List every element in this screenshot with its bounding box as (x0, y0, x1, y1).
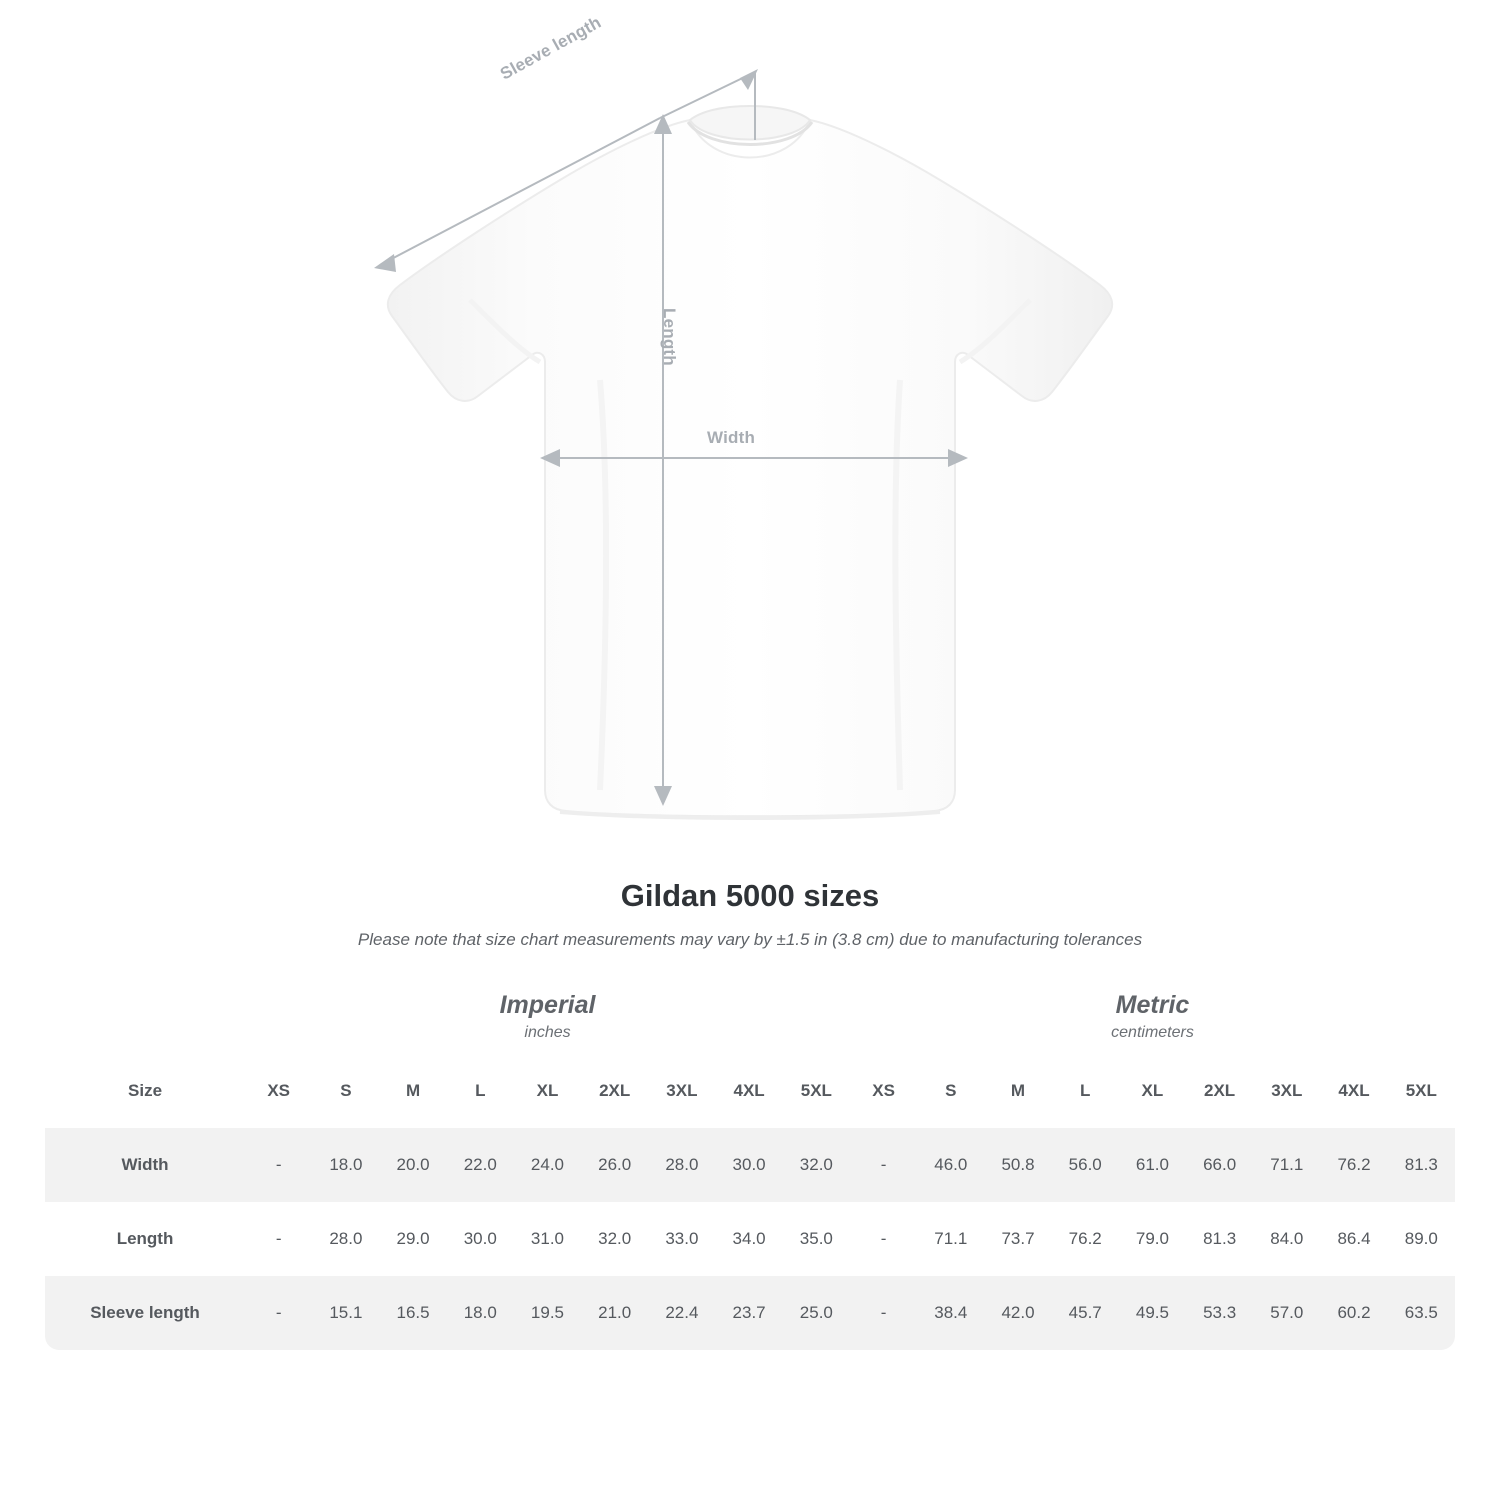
size-table (45, 980, 1455, 1350)
cell-width-imperial-xl: 24.0 (514, 1128, 581, 1202)
cell-width-metric-5xl: 81.3 (1388, 1128, 1455, 1202)
cell-sleeve-metric-m: 42.0 (984, 1276, 1051, 1350)
cell-length-imperial-xs: - (245, 1202, 312, 1276)
cell-width-metric-4xl: 76.2 (1320, 1128, 1387, 1202)
cell-length-metric-xs: - (850, 1202, 917, 1276)
cell-sleeve-imperial-xl: 19.5 (514, 1276, 581, 1350)
header-imperial-5xl: 5XL (783, 1054, 850, 1128)
header-metric-xs: XS (850, 1054, 917, 1128)
cell-length-metric-3xl: 84.0 (1253, 1202, 1320, 1276)
cell-length-imperial-xl: 31.0 (514, 1202, 581, 1276)
group-imperial-name: Imperial (499, 991, 596, 1020)
row-label-sleeve-length: Sleeve length (45, 1276, 245, 1350)
header-imperial-xs: XS (245, 1054, 312, 1128)
group-header-blank (45, 980, 245, 1054)
row-label-length: Length (45, 1202, 245, 1276)
title-block (0, 878, 1500, 950)
cell-width-imperial-l: 22.0 (447, 1128, 514, 1202)
group-header-metric (850, 980, 1455, 1054)
group-metric-name: Metric (1115, 991, 1190, 1020)
header-imperial-s: S (312, 1054, 379, 1128)
cell-sleeve-metric-4xl: 60.2 (1320, 1276, 1387, 1350)
header-imperial-3xl: 3XL (648, 1054, 715, 1128)
header-metric-xl: XL (1119, 1054, 1186, 1128)
cell-width-metric-2xl: 66.0 (1186, 1128, 1253, 1202)
cell-sleeve-metric-3xl: 57.0 (1253, 1276, 1320, 1350)
cell-width-metric-xs: - (850, 1128, 917, 1202)
cell-sleeve-metric-5xl: 63.5 (1388, 1276, 1455, 1350)
sleeve-length-label: Sleeve length (497, 12, 605, 84)
cell-sleeve-imperial-2xl: 21.0 (581, 1276, 648, 1350)
row-label-width: Width (45, 1128, 245, 1202)
header-metric-3xl: 3XL (1253, 1054, 1320, 1128)
cell-width-metric-l: 56.0 (1052, 1128, 1119, 1202)
group-metric-unit: centimeters (1111, 1023, 1194, 1041)
cell-sleeve-imperial-3xl: 22.4 (648, 1276, 715, 1350)
cell-sleeve-metric-s: 38.4 (917, 1276, 984, 1350)
cell-length-imperial-s: 28.0 (312, 1202, 379, 1276)
size-table-wrapper (45, 980, 1455, 1350)
cell-width-metric-m: 50.8 (984, 1128, 1051, 1202)
cell-length-metric-l: 76.2 (1052, 1202, 1119, 1276)
cell-sleeve-imperial-4xl: 23.7 (715, 1276, 782, 1350)
cell-length-imperial-2xl: 32.0 (581, 1202, 648, 1276)
length-label: Length (660, 308, 679, 366)
header-metric-5xl: 5XL (1388, 1054, 1455, 1128)
header-imperial-2xl: 2XL (581, 1054, 648, 1128)
header-metric-2xl: 2XL (1186, 1054, 1253, 1128)
cell-width-metric-s: 46.0 (917, 1128, 984, 1202)
width-label: Width (707, 428, 756, 447)
cell-sleeve-imperial-xs: - (245, 1276, 312, 1350)
cell-width-metric-3xl: 71.1 (1253, 1128, 1320, 1202)
cell-width-imperial-4xl: 30.0 (715, 1128, 782, 1202)
cell-sleeve-metric-2xl: 53.3 (1186, 1276, 1253, 1350)
cell-sleeve-imperial-5xl: 25.0 (783, 1276, 850, 1350)
table-row-sleeve-length (45, 1276, 1455, 1350)
header-imperial-4xl: 4XL (715, 1054, 782, 1128)
header-size-label: Size (45, 1054, 245, 1128)
cell-sleeve-imperial-l: 18.0 (447, 1276, 514, 1350)
cell-length-imperial-5xl: 35.0 (783, 1202, 850, 1276)
table-row-width (45, 1128, 1455, 1202)
header-imperial-xl: XL (514, 1054, 581, 1128)
header-metric-4xl: 4XL (1320, 1054, 1387, 1128)
cell-length-imperial-l: 30.0 (447, 1202, 514, 1276)
cell-length-metric-s: 71.1 (917, 1202, 984, 1276)
header-imperial-m: M (379, 1054, 446, 1128)
cell-width-imperial-xs: - (245, 1128, 312, 1202)
cell-width-imperial-3xl: 28.0 (648, 1128, 715, 1202)
cell-width-imperial-s: 18.0 (312, 1128, 379, 1202)
cell-width-imperial-2xl: 26.0 (581, 1128, 648, 1202)
table-size-header-row (45, 1054, 1455, 1128)
cell-length-imperial-3xl: 33.0 (648, 1202, 715, 1276)
cell-sleeve-metric-l: 45.7 (1052, 1276, 1119, 1350)
cell-length-metric-2xl: 81.3 (1186, 1202, 1253, 1276)
cell-length-imperial-4xl: 34.0 (715, 1202, 782, 1276)
cell-sleeve-metric-xl: 49.5 (1119, 1276, 1186, 1350)
cell-length-imperial-m: 29.0 (379, 1202, 446, 1276)
table-group-header-row (45, 980, 1455, 1054)
tolerance-note: Please note that size chart measurements may vary by ±1.5 in (3.8 cm) due to manufacturing tolerances (357, 930, 1143, 949)
cell-width-metric-xl: 61.0 (1119, 1128, 1186, 1202)
header-metric-m: M (984, 1054, 1051, 1128)
cell-sleeve-imperial-s: 15.1 (312, 1276, 379, 1350)
cell-length-metric-xl: 79.0 (1119, 1202, 1186, 1276)
header-metric-l: L (1052, 1054, 1119, 1128)
cell-length-metric-5xl: 89.0 (1388, 1202, 1455, 1276)
table-row-length (45, 1202, 1455, 1276)
cell-width-imperial-5xl: 32.0 (783, 1128, 850, 1202)
header-imperial-l: L (447, 1054, 514, 1128)
page-title: Gildan 5000 sizes (620, 878, 880, 913)
group-header-imperial (245, 980, 850, 1054)
cell-width-imperial-m: 20.0 (379, 1128, 446, 1202)
header-metric-s: S (917, 1054, 984, 1128)
cell-sleeve-imperial-m: 16.5 (379, 1276, 446, 1350)
cell-length-metric-m: 73.7 (984, 1202, 1051, 1276)
group-imperial-unit: inches (524, 1023, 571, 1041)
cell-length-metric-4xl: 86.4 (1320, 1202, 1387, 1276)
cell-sleeve-metric-xs: - (850, 1276, 917, 1350)
